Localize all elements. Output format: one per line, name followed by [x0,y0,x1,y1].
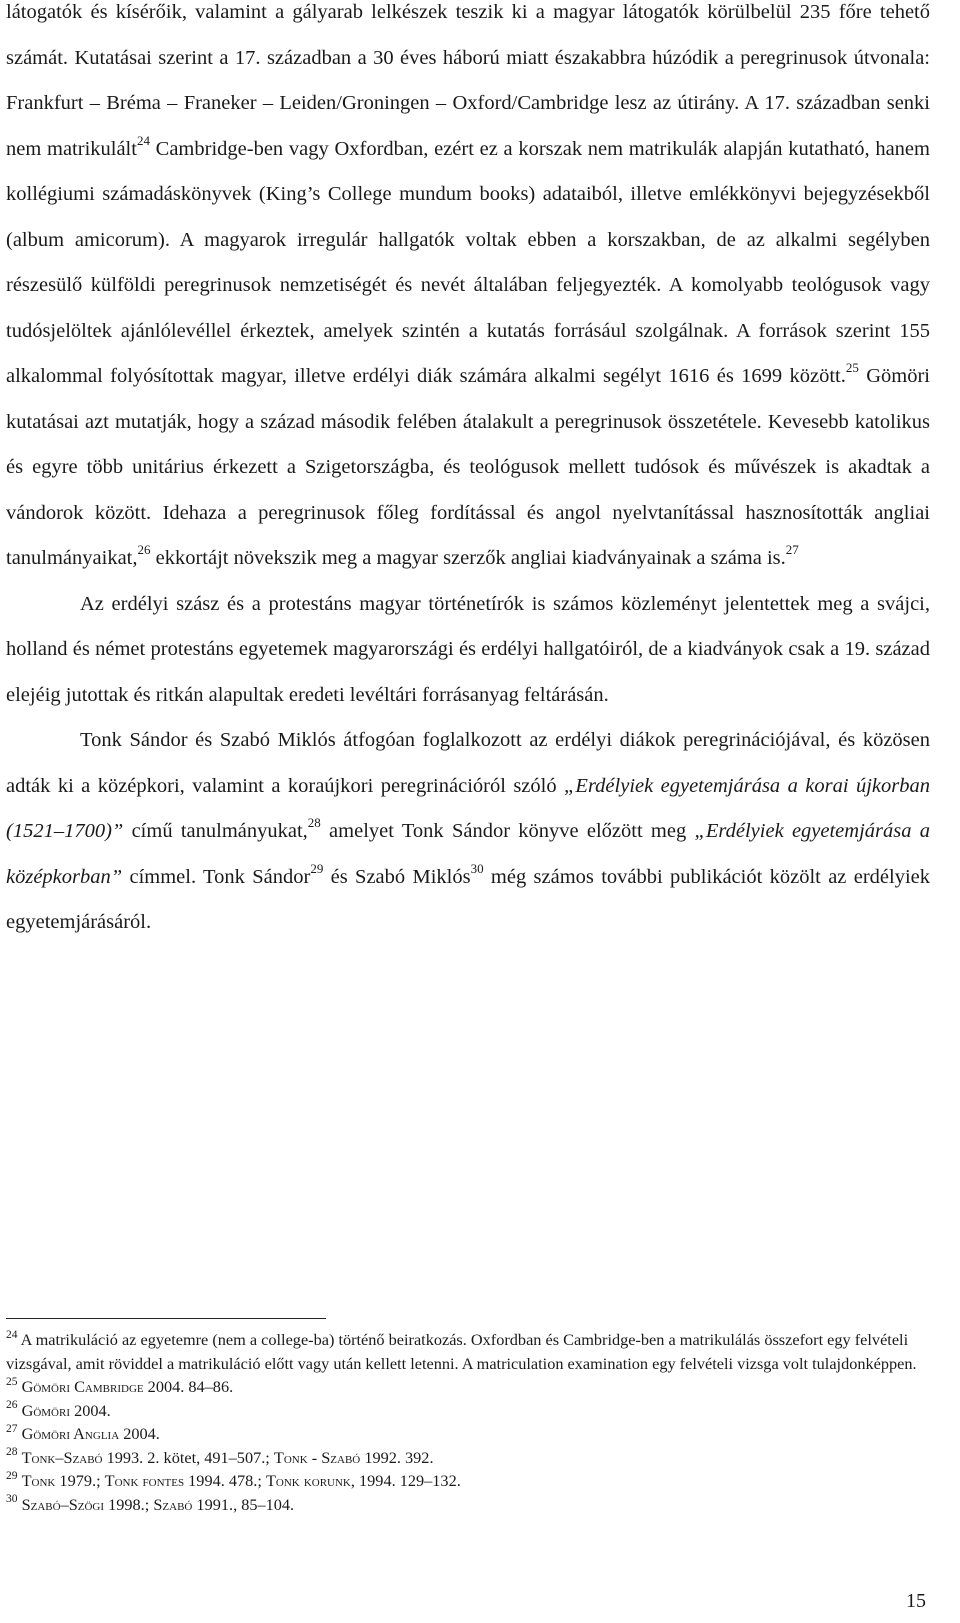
text-run: 1991., 85–104. [192,1494,295,1514]
text-run: még számos további publikációt közölt az erdélyiek egyetemjárásáról. [6,865,930,933]
text-run: Gömöri kutatásai azt mutatják, hogy a század második felében átalakult a peregrinusok összetétele. Kevesebb katolikus és egyre több unitárius érkezett a Szigetországba, és teológusok mellett tudósok és művészek is akadtak a vándorok között. Idehaza a peregrinusok főleg fordítással és angol nyelvtanítással hasznosították angliai tanulmányaikat, [6,365,930,569]
text-run: látogatók és kísérőik, valamint a gályarab lelkészek teszik ki a magyar látogatók körülbelül 235 főre tehető számát. Kutatásai szerint a 17. században a 30 éves háború miatt északabbra húzódik a peregrinusok útvonala: Frankfurt – Bréma – Franeker – Leiden/Groningen – Oxford/Cambridge lesz az útirány. A 17. században senki nem matrikulált [6,1,930,160]
author-citation: Szabó–Szögi [21,1494,105,1514]
footnote-reference: 29 [310,860,324,876]
footnote-number: 27 [6,1422,18,1435]
footnote [6,1328,930,1375]
footnote [6,1446,930,1470]
text-run: amelyet Tonk Sándor könyve előzött meg [320,820,695,842]
text-run: Tonk Sándor és Szabó Miklós átfogóan foglalkozott az erdélyi diákok peregrinációjával, és közösen adták ki a középkori, valamint a koraújkori peregrinációról szóló [6,729,930,797]
text-run: A matrikuláció az egyetemre (nem a college-ba) történő beiratkozás. Oxfordban és Cambridge-ben a matrikulálás összefort egy felvételi vizsgával, amit röviddel a matrikuláció előtt vagy után kellett letenni. A matriculation examination egy felvételi vizsga volt tulajdonképpen. [6,1330,917,1373]
footnote-number: 26 [6,1399,18,1412]
paragraph [6,0,930,582]
text-run: 1979.; [55,1471,105,1490]
text-run: és Szabó Miklós [323,865,471,888]
author-citation: Gömöri Anglia [21,1424,120,1443]
text-run: című tanulmányukat, [123,820,308,842]
footnote-reference: 26 [137,542,151,558]
footnote-number: 28 [6,1446,18,1459]
author-citation: Tonk–Szabó [21,1447,103,1467]
italic-title: „Erdélyiek egyetemjárása a korai újkorban (1521–1700)” [6,774,930,842]
footnote [6,1375,930,1399]
footnotes [6,1328,930,1516]
author-citation: Tonk [21,1471,56,1490]
author-citation: Tonk korunk [265,1471,351,1490]
footnote-reference: 25 [845,360,859,376]
paragraph [6,718,930,946]
text-run: Az erdélyi szász és a protestáns magyar történetírók is számos közleményt jelentettek meg a svájci, holland és német protestáns egyetemek magyarországi és erdélyi hallgatóiról, de a kiadványok csak a 19. század elejéig jutottak és ritkán alapultak eredeti levéltári forrásanyag feltárásán. [6,592,930,706]
main-text [6,0,930,946]
footnote-reference: 24 [136,132,150,148]
footnote [6,1422,930,1446]
author-citation: Szabó [153,1494,193,1514]
footnote-number: 24 [6,1328,18,1341]
text-run: 1994. 478.; [184,1471,266,1490]
footnote [6,1493,930,1517]
footnote-reference: 27 [785,542,799,558]
text-run: , 1994. 129–132. [350,1471,461,1490]
paragraph [6,582,930,719]
footnote-separator [6,1318,326,1319]
text-run: 1998.; [104,1494,154,1514]
text-run: címmel. Tonk Sándor [122,865,311,888]
footnote-reference: 28 [307,815,321,831]
footnote-number: 25 [6,1375,18,1388]
author-citation: Gömöri [21,1400,71,1420]
text-run: 1993. 2. kötet, 491–507.; [102,1447,274,1467]
footnote-number: 29 [6,1469,18,1482]
text-run: 2004. [70,1400,111,1420]
footnote-reference: 30 [470,860,484,876]
footnote [6,1399,930,1423]
author-citation: Tonk - Szabó [273,1447,361,1467]
text-run: 1992. 392. [360,1447,434,1467]
italic-title: „Erdélyiek egyetemjárása a középkorban” [6,820,930,888]
text-run: 2004. [119,1424,160,1443]
text-run: Cambridge-ben vagy Oxfordban, ezért ez a korszak nem matrikulák alapján kutatható, hanem kollégiumi számadáskönyvek (King’s College mundum books) adataiból, illetve emlékkönyvi bejegyzésekből (album amicorum). A magyarok irregulár hallgatók voltak ebben a korszakban, de az alkalmi segélyben részesülő külföldi peregrinusok nemzetiségét és nevét általában feljegyezték. A komolyabb teológusok vagy tudósjelöltek ajánlólevéllel érkeztek, amelyek szintén a kutatás forrásául szolgálnak. A források szerint 155 alkalommal folyósítottak magyar, illetve erdélyi diák számára alkalmi segélyt 1616 és 1699 között. [6,137,930,387]
text-run: 2004. 84–86. [143,1377,234,1396]
footnote [6,1469,930,1493]
footnote-number: 30 [6,1493,18,1506]
text-run: ekkortájt növekszik meg a magyar szerzők angliai kiadványainak a száma is. [150,547,786,569]
page-number: 15 [906,1590,926,1612]
author-citation: Tonk fontes [104,1471,185,1490]
author-citation: Gömöri Cambridge [21,1377,144,1396]
